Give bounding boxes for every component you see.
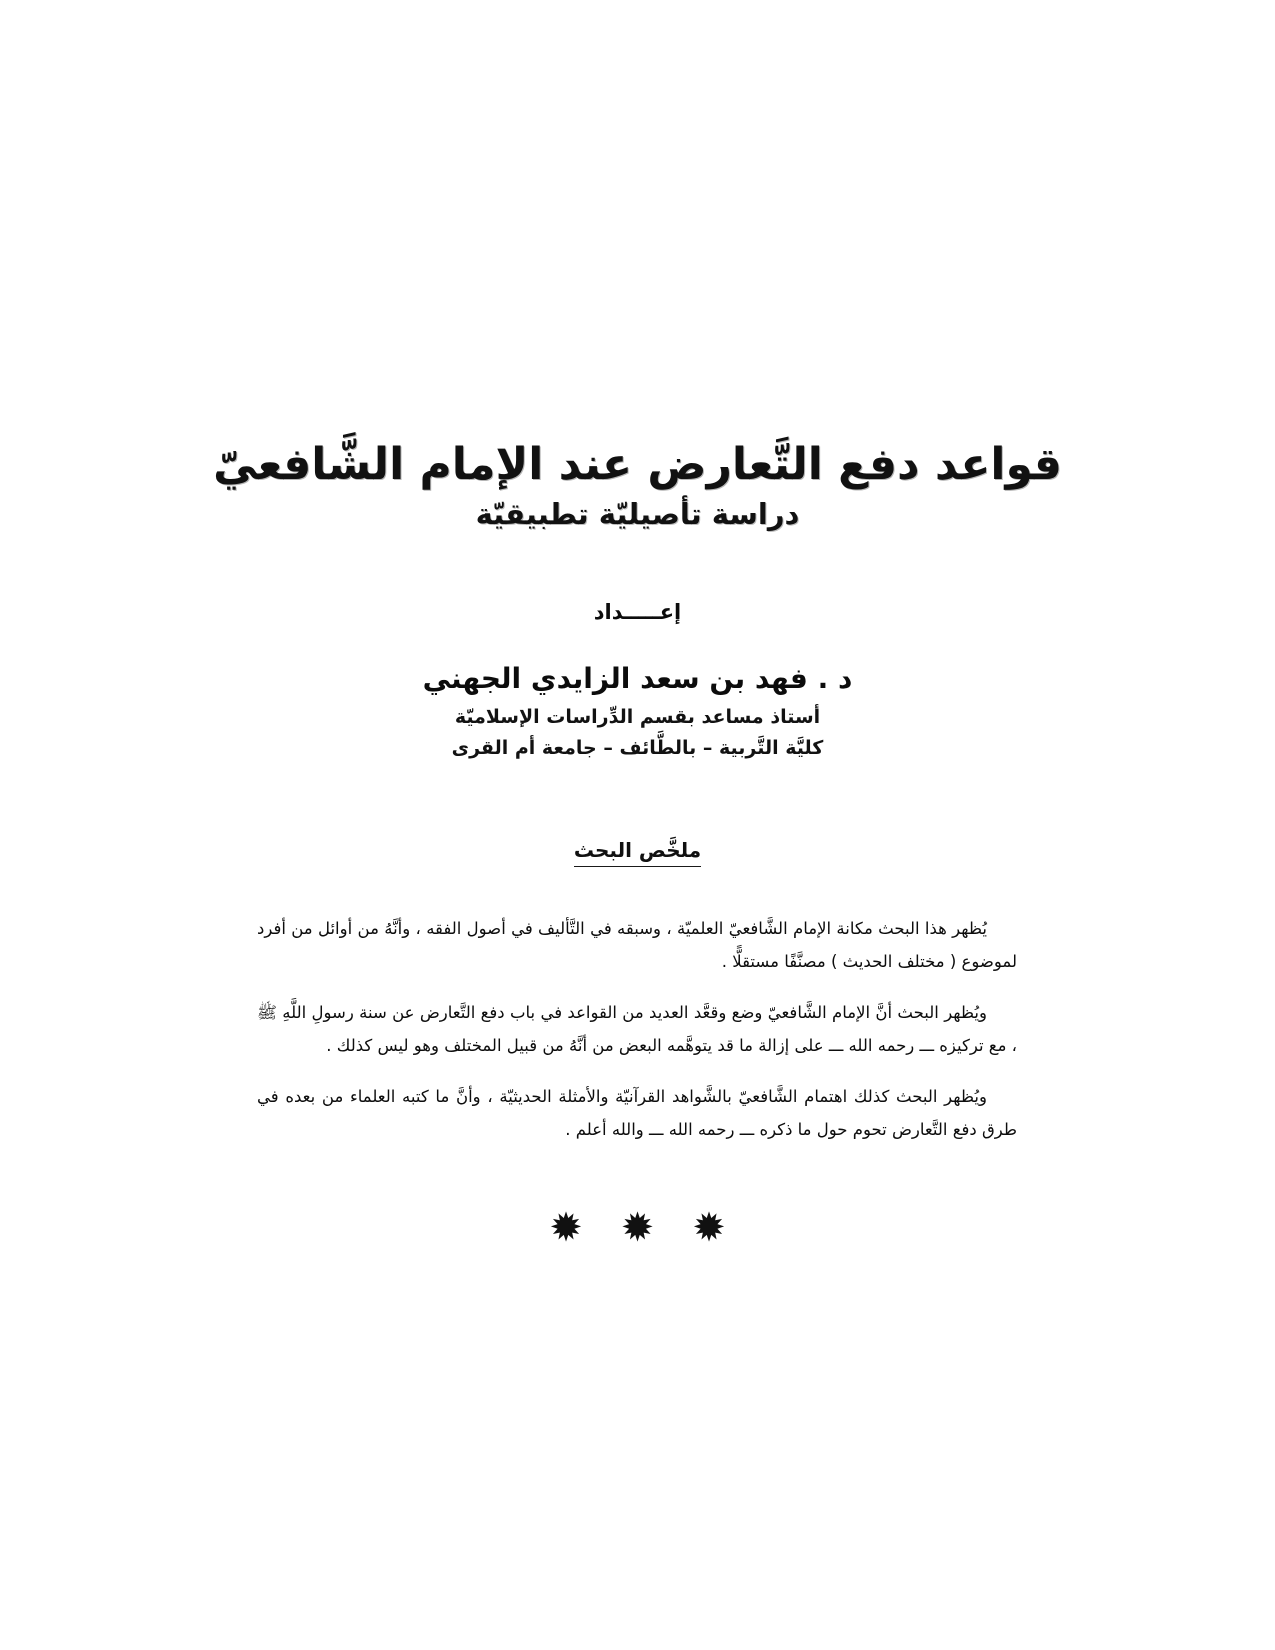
abstract-heading: ملخَّص البحث: [574, 838, 701, 867]
abstract-paragraph-2: ويُظهر البحث أنَّ الإمام الشَّافعيّ وضع وقعَّد العديد من القواعد في باب دفع التَّعارض عن سنة رسولِ اللَّهِ ﷺ ، مع تركيزه ـــ رحمه الله ـــ على إزالة ما قد يتوهَّمه البعض من أنَّهُ من قبيل المختلف وهو ليس كذلك .: [257, 1003, 1017, 1055]
star-rosette-icon: ✹: [692, 1205, 726, 1251]
author-name: د . فهد بن سعد الزايدي الجهني: [422, 662, 853, 695]
author-block: [0, 600, 1275, 759]
abstract-body: [257, 912, 1017, 1146]
ornament-divider: [0, 1205, 1275, 1251]
star-rosette-icon: ✹: [549, 1205, 583, 1251]
prepared-by-label: إعـــــداد: [593, 600, 682, 624]
page-title: قواعد دفع التَّعارض عند الإمام الشَّافعيّ: [213, 439, 1062, 490]
star-rosette-icon: ✹: [620, 1205, 655, 1251]
title-block: [0, 438, 1275, 533]
author-affiliation-department: أستاذ مساعد بقسم الدِّراسات الإسلاميّة: [454, 706, 821, 728]
author-affiliation-university: كليَّة التَّربية – بالطَّائف – جامعة أم القرى: [451, 737, 824, 759]
abstract-heading-container: [0, 838, 1275, 867]
abstract-paragraph-3: ويُظهر البحث كذلك اهتمام الشَّافعيّ بالشَّواهد القرآنيّة والأمثلة الحديثيّة ، وأنَّ ما كتبه العلماء من بعده في طرق دفع التَّعارض تحوم حول ما ذكره ـــ رحمه الله ـــ والله أعلم .: [257, 1087, 1017, 1139]
abstract-paragraph-1: يُظهر هذا البحث مكانة الإمام الشَّافعيّ العلميّة ، وسبقه في التَّأليف في أصول الفقه ، وأنَّهُ من أوائل من أفرد لموضوع ( مختلف الحديث ) مصنَّفًا مستقلًّا .: [257, 919, 1017, 971]
page-subtitle: دراسة تأصيليّة تطبيقيّة: [475, 496, 800, 531]
